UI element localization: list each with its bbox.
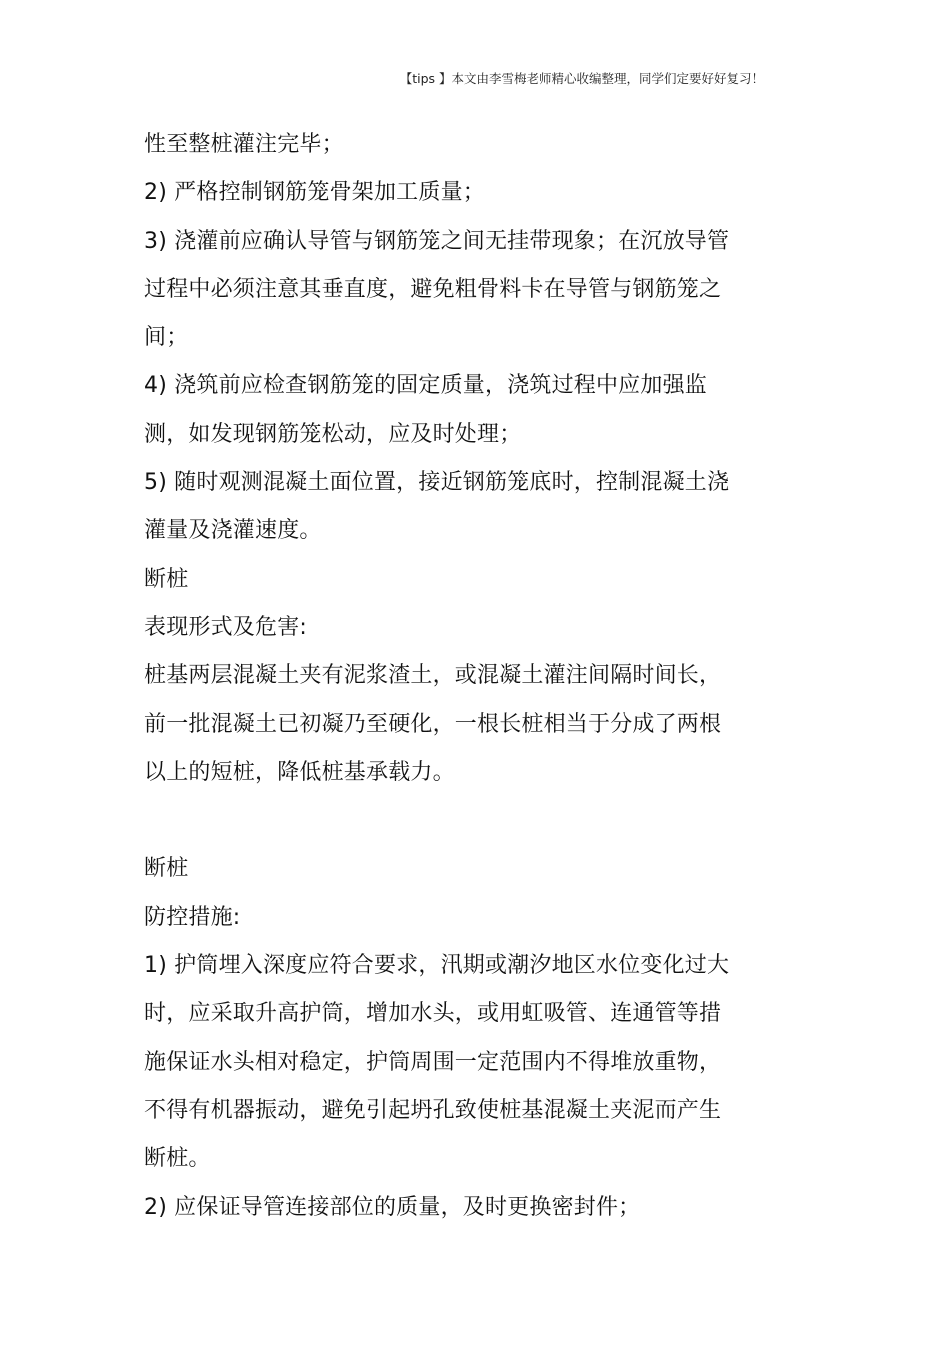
blank-line: [144, 797, 744, 845]
text-line: 4) 浇筑前应检查钢筋笼的固定质量，浇筑过程中应加强监: [144, 373, 707, 399]
text-line: 施保证水头相对稳定，护筒周围一定范围内不得堆放重物，: [144, 1049, 722, 1075]
text-line: 过程中必须注意其垂直度，避免粗骨料卡在导管与钢筋笼之: [144, 276, 722, 302]
text-line: 2) 应保证导管连接部位的质量，及时更换密封件；: [144, 1194, 641, 1220]
section-heading: 断桩: [144, 856, 189, 882]
subheading: 表现形式及危害:: [144, 614, 308, 640]
text-line: 灌量及浇灌速度。: [144, 518, 322, 544]
document-body: [144, 121, 744, 1232]
text-line: 3) 浇灌前应确认导管与钢筋笼之间无挂带现象；在沉放导管: [144, 228, 730, 254]
section-heading: 断桩: [144, 566, 189, 592]
text-line: 以上的短桩，降低桩基承载力。: [144, 759, 455, 785]
text-line: 测，如发现钢筋笼松动，应及时处理；: [144, 421, 522, 447]
text-line: 1) 护筒埋入深度应符合要求，汛期或潮汐地区水位变化过大: [144, 953, 730, 979]
text-line: 断桩。: [144, 1146, 211, 1172]
text-line: 2) 严格控制钢筋笼骨架加工质量；: [144, 180, 485, 206]
subheading: 防控措施:: [144, 904, 241, 930]
text-line: 时，应采取升高护筒，增加水头，或用虹吸管、连通管等措: [144, 1001, 722, 1027]
text-line: 性至整桩灌注完毕；: [144, 132, 344, 157]
text-line: 5) 随时观测混凝土面位置，接近钢筋笼底时，控制混凝土浇: [144, 470, 730, 496]
text-line: 前一批混凝土已初凝乃至硬化，一根长桩相当于分成了两根: [144, 711, 722, 737]
text-line: 不得有机器振动，避免引起坍孔致使桩基混凝土夹泥而产生: [144, 1097, 722, 1123]
text-line: 桩基两层混凝土夹有泥浆渣土，或混凝土灌注间隔时间长，: [144, 663, 722, 689]
text-line: 间；: [144, 325, 189, 351]
header-note: 【tips 】本文由李雪梅老师精心收编整理，同学们定要好好复习！: [399, 71, 764, 86]
